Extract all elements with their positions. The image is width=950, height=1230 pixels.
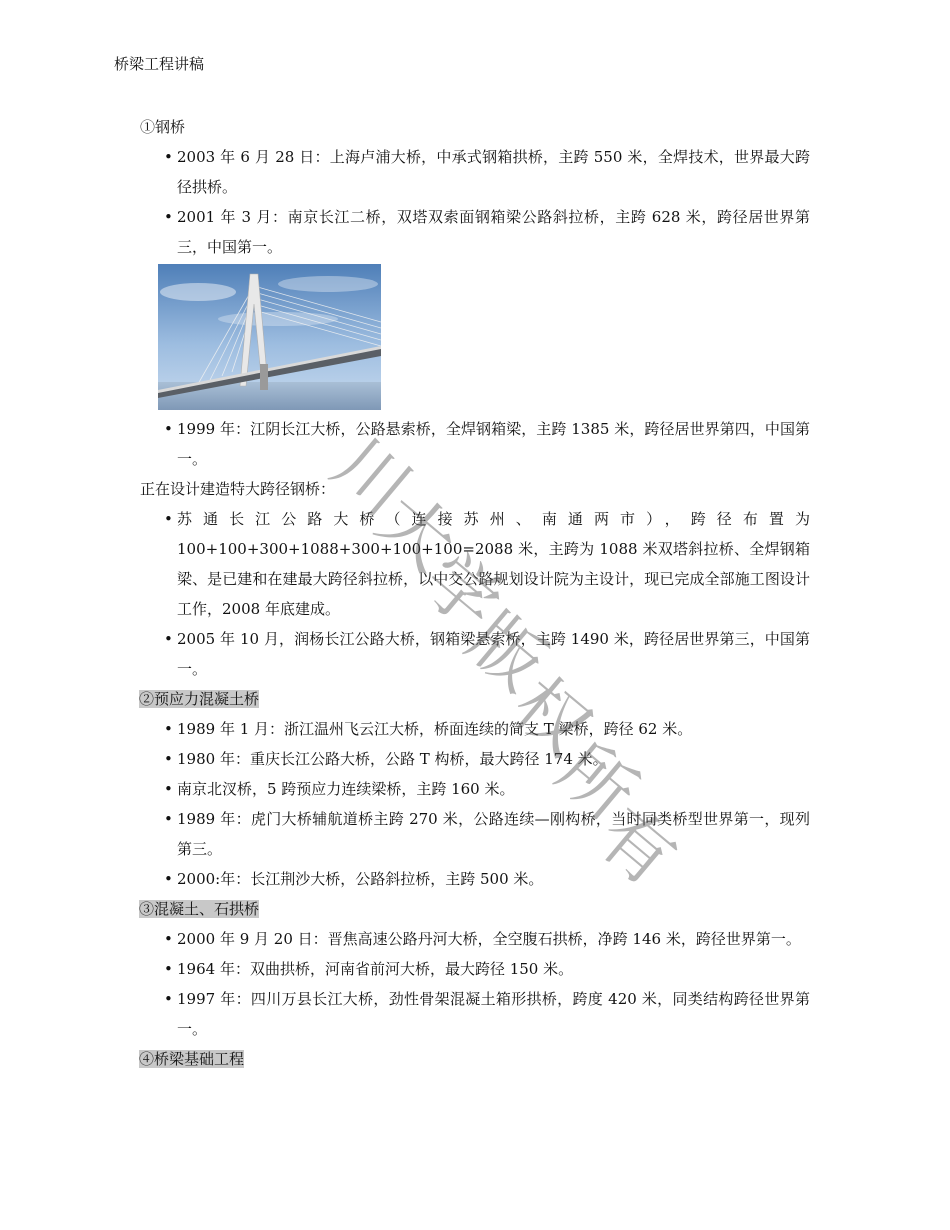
- page-header: 桥梁工程讲稿: [114, 55, 205, 73]
- list-item: • 1980 年：重庆长江公路大桥，公路 T 构桥，最大跨径 174 米。: [140, 744, 810, 774]
- heading-arch-text: ③混凝土、石拱桥: [139, 900, 260, 918]
- list-item: • 2000:年：长江荆沙大桥，公路斜拉桥，主跨 500 米。: [140, 864, 810, 894]
- document-body: [140, 112, 820, 1074]
- list-item: • 2001 年 3 月：南京长江二桥，双塔双索面钢箱梁公路斜拉桥，主跨 628 米，跨径居世界第三，中国第一。: [140, 202, 810, 262]
- cable-stayed-bridge-image: [158, 264, 381, 410]
- watermark-glyph: 学: [407, 536, 517, 647]
- list-item: • 南京北汊桥，5 跨预应力连续梁桥，主跨 160 米。: [140, 774, 810, 804]
- list-item: • 2003 年 6 月 28 日：上海卢浦大桥，中承式钢箱拱桥，主跨 550 米，全焊技术，世界最大跨径拱桥。: [140, 142, 810, 202]
- prestressed-list: [140, 714, 820, 894]
- list-item: • 2000 年 9 月 20 日：晋焦高速公路丹河大桥，全空腹石拱桥，净跨 146 米，跨径世界第一。: [140, 924, 810, 954]
- section-heading-foundation: [139, 1044, 820, 1074]
- watermark-glyph: 所: [542, 726, 652, 837]
- section-subheading-steel: 正在设计建造特大跨径钢桥：: [140, 480, 336, 498]
- watermark-glyph: 大: [362, 476, 472, 587]
- list-item: • 1964 年：双曲拱桥，河南省前河大桥，最大跨径 150 米。: [140, 954, 810, 984]
- steel-list-b: [140, 414, 820, 474]
- section-heading-prestressed: [139, 684, 820, 714]
- heading-prestressed-text: ②预应力混凝土桥: [139, 690, 260, 708]
- steel-list-c: [140, 504, 820, 684]
- arch-list: [140, 924, 820, 1044]
- bridge-photo: [158, 264, 381, 410]
- list-item: • 1997 年：四川万县长江大桥，劲性骨架混凝土箱形拱桥，跨度 420 米，同类结构跨径世界第一。: [140, 984, 810, 1044]
- section-heading-steel: [140, 112, 820, 142]
- steel-list-a: [140, 142, 820, 262]
- list-item: • 1989 年 1 月：浙江温州飞云江大桥，桥面连续的简支 T 梁桥，跨径 62 米。: [140, 714, 810, 744]
- watermark-glyph: 有: [582, 791, 692, 902]
- watermark-glyph: 川: [317, 421, 427, 532]
- list-item: • 2005 年 10 月，润杨长江公路大桥，钢箱梁悬索桥，主跨 1490 米，跨径居世界第三，中国第一。: [140, 624, 810, 684]
- heading-foundation-text: ④桥梁基础工程: [139, 1050, 245, 1068]
- watermark-glyph: 版: [452, 596, 562, 707]
- section-heading-arch: [139, 894, 820, 924]
- heading-steel-text: ①钢桥: [140, 118, 186, 136]
- list-item: • 1999 年：江阴长江大桥，公路悬索桥，全焊钢箱梁，主跨 1385 米，跨径居世界第四，中国第一。: [140, 414, 810, 474]
- watermark-glyph: 权: [497, 661, 607, 772]
- list-item: • 苏通长江公路大桥（连接苏州、南通两市），跨径布置为 100+100+300+1088+300+100+100=2088 米，主跨为 1088 米双塔斜拉桥、全焊钢箱梁、是已建和在建最大跨径斜拉桥，以中交公路规划设计院为主设计，现已完成全部施工图设计工作，2008 年底建成。: [140, 504, 810, 624]
- list-item: • 1989 年：虎门大桥辅航道桥主跨 270 米，公路连续—刚构桥，当时同类桥型世界第一，现列第三。: [140, 804, 810, 864]
